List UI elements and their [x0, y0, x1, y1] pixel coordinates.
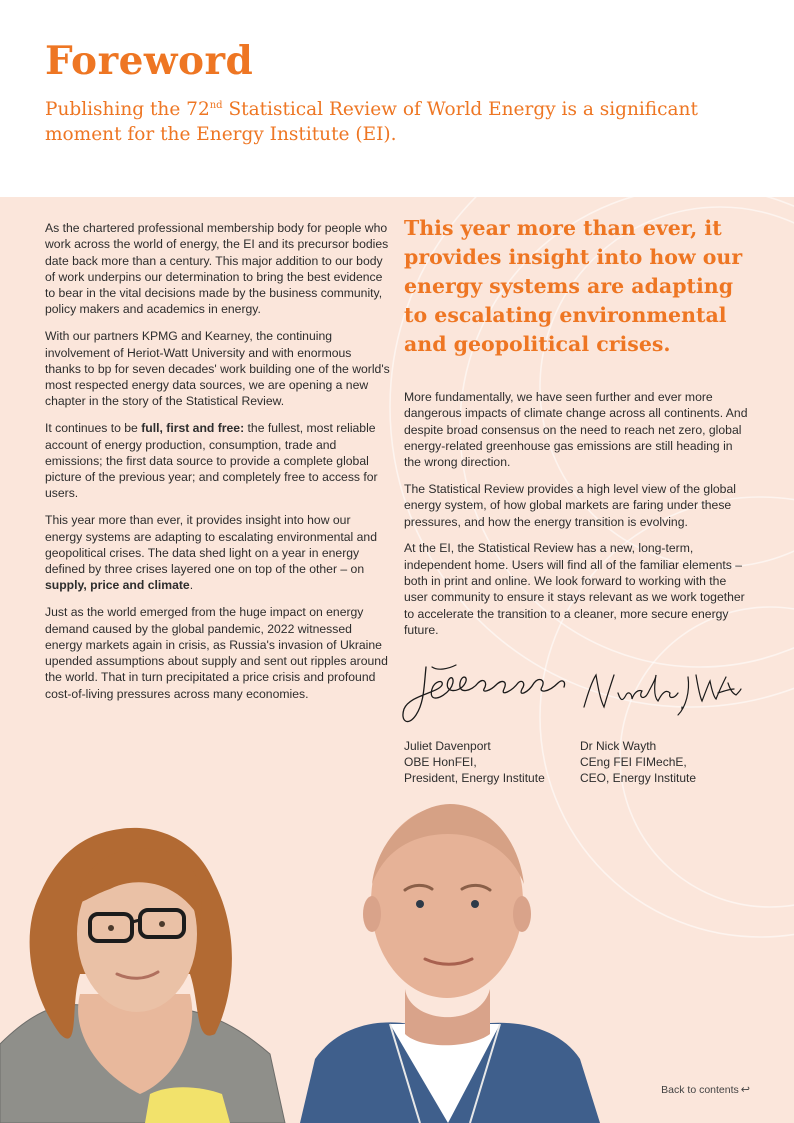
right-column: [404, 389, 752, 649]
paragraph: The Statistical Review provides a high level view of the global energy system, of how global markets are faring under these pressures, and how the energy transition is evolving.: [404, 481, 736, 529]
paragraph: Just as the world emerged from the huge impact on energy demand caused by the global pandemic, 2022 witnessed energy markets again in crisis, as Russia's invasion of Ukraine upended assumptions about supply and sent out ripples around the world. That in turn precipitated a price crisis and profound cost-of-living pressures across many economies.: [45, 605, 388, 701]
photo-juliet-davenport: [0, 828, 285, 1123]
signatory-block: [580, 738, 696, 786]
back-to-contents-link[interactable]: [661, 1083, 750, 1096]
signatory-name: Dr Nick Wayth: [580, 739, 657, 753]
paragraph: [45, 420, 390, 501]
paragraph: With our partners KPMG and Kearney, the continuing involvement of Heriot-Watt University and with enormous thanks to bp for seven decades' work building one of the world's most respected energy data sources, we are opening a new chapter in the story of the Statistical Review.: [45, 329, 390, 409]
paragraph: More fundamentally, we have seen further and ever more dangerous impacts of climate change across all continents. And despite broad consensus on the need to reach net zero, global energy-related greenhouse gas emissions are still heading in the wrong direction.: [404, 390, 748, 470]
signatory-role: CEO, Energy Institute: [580, 771, 697, 785]
paragraph-text: It continues to be: [45, 421, 142, 436]
paragraph-text: .: [189, 578, 194, 593]
signature-nick-wayth: [578, 663, 743, 723]
page-subtitle: [45, 93, 765, 147]
signatory-credentials: OBE HonFEI,: [404, 755, 477, 769]
signatory-block: [404, 738, 545, 786]
signature-juliet-davenport: [398, 659, 570, 734]
paragraph-emphasis: full, first and free:: [141, 421, 245, 436]
paragraph-emphasis: supply, price and climate: [45, 578, 190, 593]
back-to-contents-label: Back to contents: [661, 1084, 739, 1096]
header-section: [0, 0, 794, 197]
signatory-credentials: CEng FEI FIMechE,: [580, 755, 687, 769]
subtitle-text-2: Statistical Review of World Energy is a significant moment for the Energy Institute (EI).: [45, 99, 698, 145]
subtitle-text-1: Publishing the 72: [45, 99, 210, 120]
photo-nick-wayth: [300, 804, 600, 1123]
subtitle-ordinal: nd: [209, 100, 223, 111]
signatory-name: Juliet Davenport: [404, 739, 491, 753]
page-title: Foreword: [45, 38, 254, 84]
return-arrow-icon: ↩: [740, 1084, 750, 1096]
pull-quote: This year more than ever, it provides insight into how our energy systems are adapting to escalating environmental and geopolitical crises.: [404, 216, 743, 356]
paragraph: As the chartered professional membership body for people who work across the world of energy, the EI and its precursor bodies date back more than a century. This major addition to our body of work underpins our determination to bring the best evidence to bear in the vital decisions made by the business community, policy makers and academics in energy.: [45, 221, 389, 317]
signatory-role: President, Energy Institute: [404, 771, 545, 785]
paragraph: At the EI, the Statistical Review has a new, long-term, independent home. Users will find all of the familiar elements – both in print and online. We look forward to working with the user community to ensure it stays relevant as we work together to accelerate the transition to a cleaner, more secure energy future.: [404, 541, 745, 637]
left-column: [45, 220, 390, 713]
signatories-photo: [0, 794, 794, 1123]
paragraph-text: the fullest, most reliable account of energy production, consumption, trade and emissions; the first data source to provide a complete global picture of the previous year; and completely free to access for users.: [45, 421, 378, 501]
content-panel: [0, 197, 794, 1123]
paragraph-text: This year more than ever, it provides insight into how our energy systems are adapting to escalating environmental and geopolitical crises. The data shed light on a year in energy defined by three crises layered one on top of the other – on: [45, 513, 377, 577]
paragraph: [45, 512, 390, 593]
